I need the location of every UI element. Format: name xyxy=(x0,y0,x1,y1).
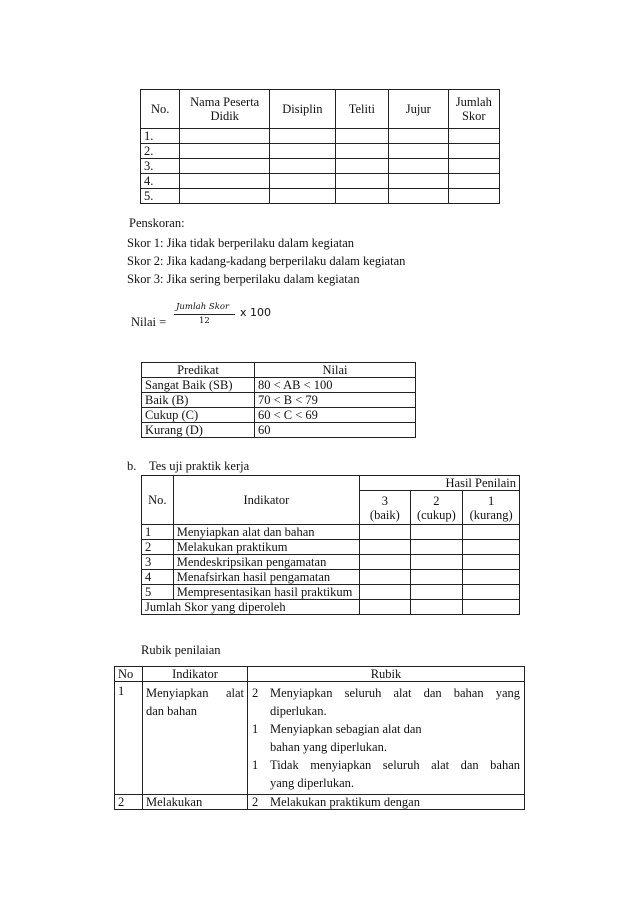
rubik-items xyxy=(248,682,525,795)
header-no: No xyxy=(115,667,143,682)
predikat-table xyxy=(141,362,416,438)
practical-test-table xyxy=(141,475,520,615)
section-b-title: Tes uji praktik kerja xyxy=(149,459,250,473)
header-jumlah-skor: Jumlah Skor xyxy=(448,90,499,129)
table-row: 5 Mempresentasikan hasil praktikum xyxy=(142,585,520,600)
formula-multiplier: x 100 xyxy=(240,306,272,319)
header-indikator: Indikator xyxy=(173,476,359,525)
table-row: Sangat Baik (SB) 80 < AB < 100 xyxy=(142,378,416,393)
table-row: Cukup (C) 60 < C < 69 xyxy=(142,408,416,423)
rubik-title: Rubik penilaian xyxy=(141,643,221,657)
table-row: 1. xyxy=(141,129,500,144)
header-nilai: Nilai xyxy=(255,363,416,378)
table-footer-row: Jumlah Skor yang diperoleh xyxy=(142,600,520,615)
header-nama: Nama Peserta Didik xyxy=(180,90,270,129)
header-score-2: 2 (cukup) xyxy=(410,491,463,525)
header-disiplin: Disiplin xyxy=(270,90,336,129)
header-no: No. xyxy=(142,476,174,525)
header-score-3: 3 (baik) xyxy=(360,491,410,525)
table-row: Baik (B) 70 < B < 79 xyxy=(142,393,416,408)
header-hasil-penilaian: Hasil Penilain xyxy=(360,476,520,491)
penskoran-heading: Penskoran: xyxy=(129,216,185,230)
table-row: 2 Melakukan 2 Melakukan praktikum dengan xyxy=(115,795,525,810)
formula-denominator: 12 xyxy=(199,316,210,326)
header-no: No. xyxy=(141,90,180,129)
table-row: 3 Mendeskripsikan pengamatan xyxy=(142,555,520,570)
header-indikator: Indikator xyxy=(143,667,248,682)
formula-numerator: Jumlah Skor xyxy=(176,302,230,312)
rubik-table xyxy=(114,666,525,810)
table-row: 3. xyxy=(141,159,500,174)
table-row: 5. xyxy=(141,189,500,204)
table-row: 4 Menafsirkan hasil pengamatan xyxy=(142,570,520,585)
table-row: 2. xyxy=(141,144,500,159)
rubik-indikator: Menyiapkan alat dan bahan xyxy=(143,682,248,795)
table-row: 2 Melakukan praktikum xyxy=(142,540,520,555)
header-score-1: 1 (kurang) xyxy=(463,491,520,525)
section-b-marker: b. xyxy=(127,459,137,473)
table-row: 1 Menyiapkan alat dan bahan xyxy=(142,525,520,540)
formula-label: Nilai = xyxy=(131,315,167,329)
table-row: 1 Menyiapkan alat dan bahan 2 Menyiapkan seluruh alat dan bahan yang diperlukan. 1 Menyiapkan sebagian alat dan bahan yang diperlukan. 1 Tidak menyiapkan seluruh alat dan bahan yang diperlukan. xyxy=(115,682,525,795)
penskoran-line-1: Skor 1: Jika tidak berperilaku dalam kegiatan xyxy=(127,236,355,250)
header-teliti: Teliti xyxy=(335,90,388,129)
header-rubik: Rubik xyxy=(248,667,525,682)
rubik-item: 2 Menyiapkan seluruh alat dan bahan yang diperlukan. xyxy=(252,686,520,718)
penskoran-line-3: Skor 3: Jika sering berperilaku dalam kegiatan xyxy=(127,272,360,286)
table-row: Kurang (D) 60 xyxy=(142,423,416,438)
header-jujur: Jujur xyxy=(389,90,448,129)
fraction-bar xyxy=(174,314,235,315)
header-predikat: Predikat xyxy=(142,363,255,378)
rubik-item: 1 Menyiapkan sebagian alat dan bahan yang diperlukan. xyxy=(252,722,422,754)
penskoran-line-2: Skor 2: Jika kadang-kadang berperilaku dalam kegiatan xyxy=(127,254,406,268)
table-row: 4. xyxy=(141,174,500,189)
attitude-score-table xyxy=(140,89,500,204)
rubik-item: 1 Tidak menyiapkan seluruh alat dan bahan yang diperlukan. xyxy=(252,758,520,790)
